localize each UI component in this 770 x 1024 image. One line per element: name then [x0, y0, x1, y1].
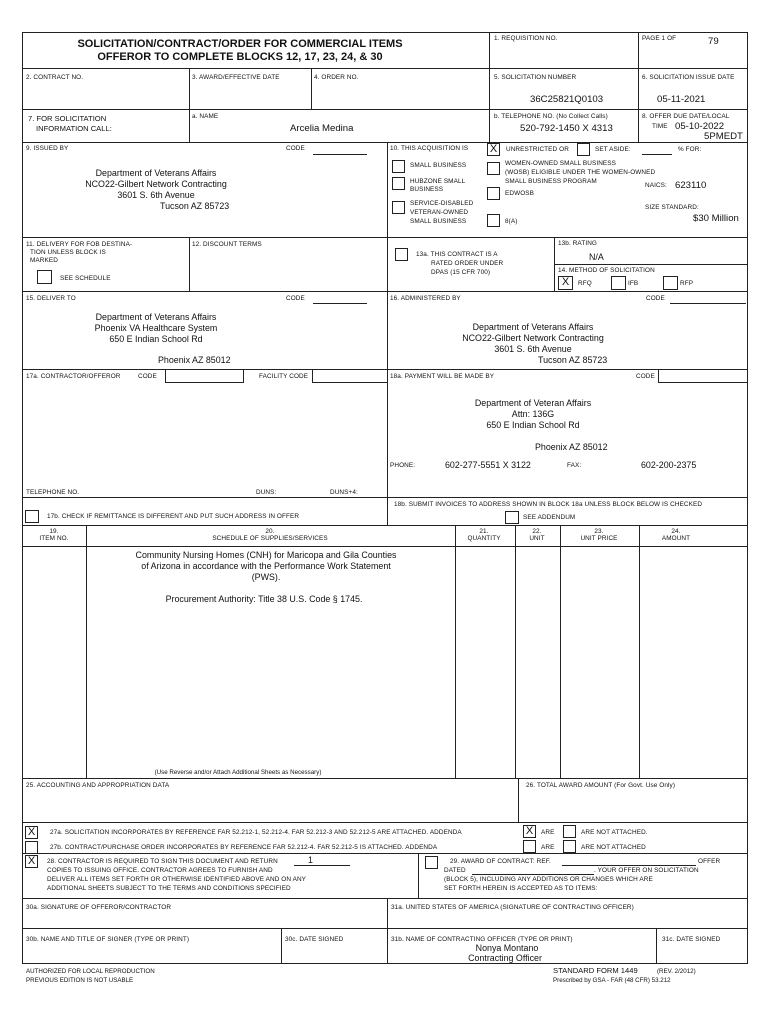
- wosb-label-1: WOMEN-OWNED SMALL BUSINESS: [505, 160, 617, 167]
- administered-code-label: CODE: [646, 295, 665, 302]
- payment-line3: 650 E Indian School Rd: [486, 420, 580, 430]
- set-aside-label: SET ASIDE:: [595, 146, 631, 153]
- see-schedule-label: SEE SCHEDULE: [60, 275, 111, 282]
- wosb-label-3: SMALL BUSINESS PROGRAM: [505, 178, 597, 185]
- award-date-label: 3. AWARD/EFFECTIVE DATE: [192, 74, 280, 81]
- clause-28-line1: 28. CONTRACTOR IS REQUIRED TO SIGN THIS DOCUMENT AND RETURN: [47, 858, 278, 865]
- requisition-no-label: 1. REQUISITION NO.: [494, 35, 558, 42]
- date-signed-31c-label: 31c. DATE SIGNED: [662, 936, 721, 943]
- col19-number: 19.: [49, 528, 59, 535]
- delivery-label-2: TION UNLESS BLOCK IS: [30, 249, 106, 256]
- contractor-code-label: CODE: [138, 373, 157, 380]
- col21-number: 21.: [479, 528, 489, 535]
- small-business-label: SMALL BUSINESS: [410, 162, 467, 169]
- facility-code-field[interactable]: [312, 369, 388, 383]
- order-no-label: 4. ORDER NO.: [314, 74, 359, 81]
- contact-phone[interactable]: 520-792-1450 X 4313: [520, 123, 613, 134]
- deliver-to-line2: Phoenix VA Healthcare System: [94, 323, 218, 333]
- payment-phone[interactable]: 602-277-5551 X 3122: [445, 460, 531, 470]
- rfp-checkbox[interactable]: [663, 276, 678, 290]
- issue-date[interactable]: 05-11-2021: [657, 94, 706, 105]
- rfp-label: RFP: [680, 280, 694, 287]
- form-title: SOLICITATION/CONTRACT/ORDER FOR COMMERCIAL ITEMS: [77, 38, 403, 50]
- copies-to-return[interactable]: 1: [308, 855, 313, 865]
- 8a-label: 8(A): [505, 218, 518, 225]
- duns-label: DUNS:: [256, 489, 277, 496]
- are-27b-label: ARE: [541, 844, 555, 851]
- naics-code[interactable]: 623110: [675, 180, 707, 191]
- payment-code-field[interactable]: [658, 369, 748, 383]
- sdvosb-label-1: SERVICE-DISABLED: [410, 200, 474, 207]
- sdvosb-label-3: SMALL BUSINESS: [410, 218, 467, 225]
- form-number: STANDARD FORM 1449: [553, 966, 638, 975]
- clause-27a-text: 27a. SOLICITATION INCORPORATES BY REFERENCE FAR 52.212-1, 52.212-4. FAR 52.212-3 AND 52.212-5 ARE ATTACHED. ADDENDA: [50, 829, 462, 836]
- clause-28-line2: COPIES TO ISSUING OFFICE. CONTRACTOR AGREES TO FURNISH AND: [47, 867, 273, 874]
- clause-27b-text: 27b. CONTRACT/PURCHASE ORDER INCORPORATES BY REFERENCE FAR 52.212-4. FAR 52.212-5 IS ATTACHED. ADDENDA: [50, 844, 438, 851]
- issued-by-label: 9. ISSUED BY: [26, 145, 69, 152]
- telephone-no-label: TELEPHONE NO.: [26, 489, 80, 496]
- edwosb-label: EDWOSB: [505, 190, 535, 197]
- deliver-to-line1: Department of Veterans Affairs: [95, 312, 217, 322]
- delivery-label-1: 11. DELIVERY FOR FOB DESTINA-: [26, 241, 133, 248]
- administered-line1: Department of Veterans Affairs: [472, 322, 594, 332]
- for-solicitation-label: 7. FOR SOLICITATION: [28, 114, 107, 123]
- sdvosb-label-2: VETERAN-OWNED: [410, 209, 469, 216]
- issued-by-line3: 3601 S. 6th Avenue: [117, 190, 195, 200]
- hubzone-label-1: HUBZONE SMALL: [410, 178, 466, 185]
- payment-line2: Attn: 136G: [511, 409, 555, 419]
- clause-29-line4: SET FORTH HEREIN IS ACCEPTED AS TO ITEMS:: [444, 885, 598, 892]
- procurement-authority: Procurement Authority: Title 38 U.S. Code § 1745.: [165, 594, 363, 604]
- col20-header: SCHEDULE OF SUPPLIES/SERVICES: [212, 535, 328, 542]
- accounting-label: 25. ACCOUNTING AND APPROPRIATION DATA: [26, 782, 170, 789]
- solicitation-number[interactable]: 36C25821Q0103: [530, 94, 604, 105]
- deliver-to-line3: 650 E Indian School Rd: [109, 334, 203, 344]
- telephone-label: b. TELEPHONE NO. (No Collect Calls): [494, 113, 608, 120]
- offer-due-date[interactable]: 05-10-2022: [675, 121, 725, 132]
- are-not-attached-label: ARE NOT ATTACHED.: [581, 829, 648, 836]
- are-not-attached-27b-checkbox[interactable]: [563, 840, 576, 853]
- officer-name[interactable]: Nonya Montano: [475, 943, 539, 953]
- small-business-checkbox[interactable]: [392, 160, 405, 173]
- contract-no-label: 2. CONTRACT NO.: [26, 74, 84, 81]
- payment-line1: Department of Veteran Affairs: [474, 398, 592, 408]
- clause-28-checkbox[interactable]: X: [25, 855, 38, 868]
- name-label: a. NAME: [192, 113, 219, 120]
- officer-title[interactable]: Contracting Officer: [468, 953, 542, 963]
- signer-name-label: 30b. NAME AND TITLE OF SIGNER (TYPE OR PRINT): [26, 936, 190, 943]
- col21-header: QUANTITY: [467, 535, 501, 542]
- form-revision: (REV. 2/2012): [657, 968, 696, 975]
- clause-29-offer: OFFER: [698, 858, 721, 865]
- delivery-label-3: MARKED: [30, 257, 58, 264]
- are-not-attached-checkbox[interactable]: [563, 825, 576, 838]
- size-standard-label: SIZE STANDARD:: [645, 204, 699, 211]
- rated-order-label-3: DPAS (15 CFR 700): [431, 269, 491, 276]
- are-attached-27b-checkbox[interactable]: [523, 840, 536, 853]
- col20-number: 20.: [265, 528, 275, 535]
- set-aside-checkbox[interactable]: [577, 143, 590, 156]
- 8a-checkbox[interactable]: [487, 214, 500, 227]
- rating-value[interactable]: N/A: [589, 252, 604, 262]
- are-attached-checkbox[interactable]: X: [523, 825, 536, 838]
- rating-label: 13b. RATING: [558, 240, 597, 247]
- footer-previous-edition: PREVIOUS EDITION IS NOT USABLE: [26, 977, 134, 984]
- information-call-label: INFORMATION CALL:: [36, 124, 112, 133]
- naics-label: NAICS:: [645, 182, 667, 189]
- clause-27b-checkbox[interactable]: [25, 841, 38, 854]
- payment-city: Phoenix AZ 85012: [535, 442, 608, 452]
- schedule-description-1: Community Nursing Homes (CNH) for Maricopa and Gila Counties: [135, 550, 397, 560]
- hubzone-checkbox[interactable]: [392, 177, 405, 190]
- administered-by-label: 16. ADMINISTERED BY: [390, 295, 461, 302]
- method-of-solicitation-label: 14. METHOD OF SOLICITATION: [558, 267, 655, 274]
- offer-due-label: 8. OFFER DUE DATE/LOCAL: [642, 113, 730, 120]
- rated-order-label-1: 13a. THIS CONTRACT IS A: [416, 251, 498, 258]
- clause-29-dated: DATED: [444, 867, 466, 874]
- edwosb-checkbox[interactable]: [487, 187, 500, 200]
- payment-phone-label: PHONE:: [390, 462, 416, 469]
- col24-header: AMOUNT: [661, 535, 691, 542]
- are-label: ARE: [541, 829, 555, 836]
- col23-header: UNIT PRICE: [580, 535, 618, 542]
- form-subtitle: OFFEROR TO COMPLETE BLOCKS 12, 17, 23, 24, & 30: [97, 51, 383, 63]
- offer-due-time[interactable]: 5PMEDT: [704, 131, 743, 142]
- ifb-checkbox[interactable]: [611, 276, 626, 290]
- payment-label: 18a. PAYMENT WILL BE MADE BY: [390, 373, 495, 380]
- contact-name[interactable]: Arcelia Medina: [290, 123, 354, 134]
- rated-order-label-2: RATED ORDER UNDER: [431, 260, 504, 267]
- rfq-label: RFQ: [578, 280, 592, 287]
- hubzone-label-2: BUSINESS: [410, 186, 444, 193]
- issue-date-label: 6. SOLICITATION ISSUE DATE: [642, 74, 735, 81]
- page-total: 79: [708, 36, 719, 47]
- issued-by-line1: Department of Veterans Affairs: [95, 168, 217, 178]
- clause-29-line1: 29. AWARD OF CONTRACT: REF.: [450, 858, 551, 865]
- schedule-description-3: (PWS).: [251, 572, 281, 582]
- wosb-checkbox[interactable]: [487, 162, 500, 175]
- issued-by-line4: Tucson AZ 85723: [160, 201, 230, 211]
- issued-by-code-label: CODE: [286, 145, 305, 152]
- signature-officer-label: 31a. UNITED STATES OF AMERICA (SIGNATURE OF CONTRACTING OFFICER): [391, 904, 634, 911]
- issued-by-line2: NCO22-Gilbert Network Contracting: [85, 179, 227, 189]
- duns4-label: DUNS+4:: [330, 489, 358, 496]
- clause-29-line2: . YOUR OFFER ON SOLICITATION: [594, 867, 699, 874]
- page-label: PAGE 1 OF: [642, 35, 677, 42]
- clause-29-line3: (BLOCK 5), INCLUDING ANY ADDITIONS OR CHANGES WHICH ARE: [444, 876, 653, 883]
- time-label: TIME: [652, 123, 668, 130]
- administered-city: Tucson AZ 85723: [538, 355, 608, 365]
- invoice-label: 18b. SUBMIT INVOICES TO ADDRESS SHOWN IN BLOCK 18a UNLESS BLOCK BELOW IS CHECKED: [394, 501, 703, 508]
- payment-fax-label: FAX:: [567, 462, 582, 469]
- schedule-description-2: of Arizona in accordance with the Performance Work Statement: [141, 561, 391, 571]
- clause-28-line4: ADDITIONAL SHEETS SUBJECT TO THE TERMS AND CONDITIONS SPECIFIED: [47, 885, 291, 892]
- deliver-to-label: 15. DELIVER TO: [26, 295, 76, 302]
- col22-header: UNIT: [529, 535, 545, 542]
- see-schedule-checkbox[interactable]: [37, 270, 52, 284]
- remittance-label: 17b. CHECK IF REMITTANCE IS DIFFERENT AND PUT SUCH ADDRESS IN OFFER: [47, 513, 300, 520]
- date-signed-30c-label: 30c. DATE SIGNED: [285, 936, 344, 943]
- payment-code-label: CODE: [636, 373, 655, 380]
- administered-line2: NCO22-Gilbert Network Contracting: [462, 333, 604, 343]
- acquisition-label: 10. THIS ACQUISITION IS: [390, 145, 469, 152]
- solicitation-number-label: 5. SOLICITATION NUMBER: [494, 74, 577, 81]
- col23-number: 23.: [594, 528, 604, 535]
- schedule-note: (Use Reverse and/or Attach Additional Sheets as Necessary): [154, 769, 322, 776]
- unrestricted-checkbox[interactable]: X: [487, 143, 500, 156]
- prescribed-by: Prescribed by GSA - FAR (48 CFR) 53.212: [553, 977, 671, 984]
- discount-terms-label: 12. DISCOUNT TERMS: [192, 241, 262, 248]
- ifb-label: IFB: [628, 280, 639, 287]
- col24-number: 24.: [671, 528, 681, 535]
- col19-header: ITEM NO.: [39, 535, 69, 542]
- see-addendum-checkbox[interactable]: [505, 511, 519, 524]
- remittance-checkbox[interactable]: [25, 510, 39, 523]
- officer-name-label: 31b. NAME OF CONTRACTING OFFICER (TYPE OR PRINT): [391, 936, 573, 943]
- size-standard[interactable]: $30 Million: [693, 213, 739, 224]
- percent-for-label: % FOR:: [678, 146, 702, 153]
- payment-fax[interactable]: 602-200-2375: [641, 460, 697, 470]
- col22-number: 22.: [532, 528, 542, 535]
- facility-code-label: FACILITY CODE: [259, 373, 309, 380]
- deliver-to-city: Phoenix AZ 85012: [158, 355, 231, 365]
- signature-offeror-label: 30a. SIGNATURE OF OFFEROR/CONTRACTOR: [26, 904, 172, 911]
- see-addendum-label: SEE ADDENDUM: [523, 514, 576, 521]
- clause-27a-checkbox[interactable]: X: [25, 826, 38, 839]
- contractor-label: 17a. CONTRACTOR/OFFEROR: [26, 373, 121, 380]
- unrestricted-label: UNRESTRICTED OR: [506, 146, 569, 153]
- footer-reproduction: AUTHORIZED FOR LOCAL REPRODUCTION: [26, 968, 155, 975]
- total-award-label: 26. TOTAL AWARD AMOUNT (For Govt. Use Only): [526, 782, 676, 789]
- contractor-code-field[interactable]: [165, 369, 244, 383]
- clause-28-line3: DELIVER ALL ITEMS SET FORTH OR OTHERWISE IDENTIFIED ABOVE AND ON ANY: [47, 876, 307, 883]
- administered-line3: 3601 S. 6th Avenue: [494, 344, 572, 354]
- clause-29-checkbox[interactable]: [425, 856, 438, 869]
- wosb-label-2: (WOSB) ELIGIBLE UNDER THE WOMEN-OWNED: [505, 169, 656, 176]
- are-not-attached-27b-label: ARE NOT ATTACHED: [581, 844, 646, 851]
- deliver-to-code-label: CODE: [286, 295, 305, 302]
- sdvosb-checkbox[interactable]: [392, 201, 405, 214]
- rated-order-checkbox[interactable]: [395, 248, 408, 261]
- rfq-checkbox[interactable]: X: [558, 276, 573, 290]
